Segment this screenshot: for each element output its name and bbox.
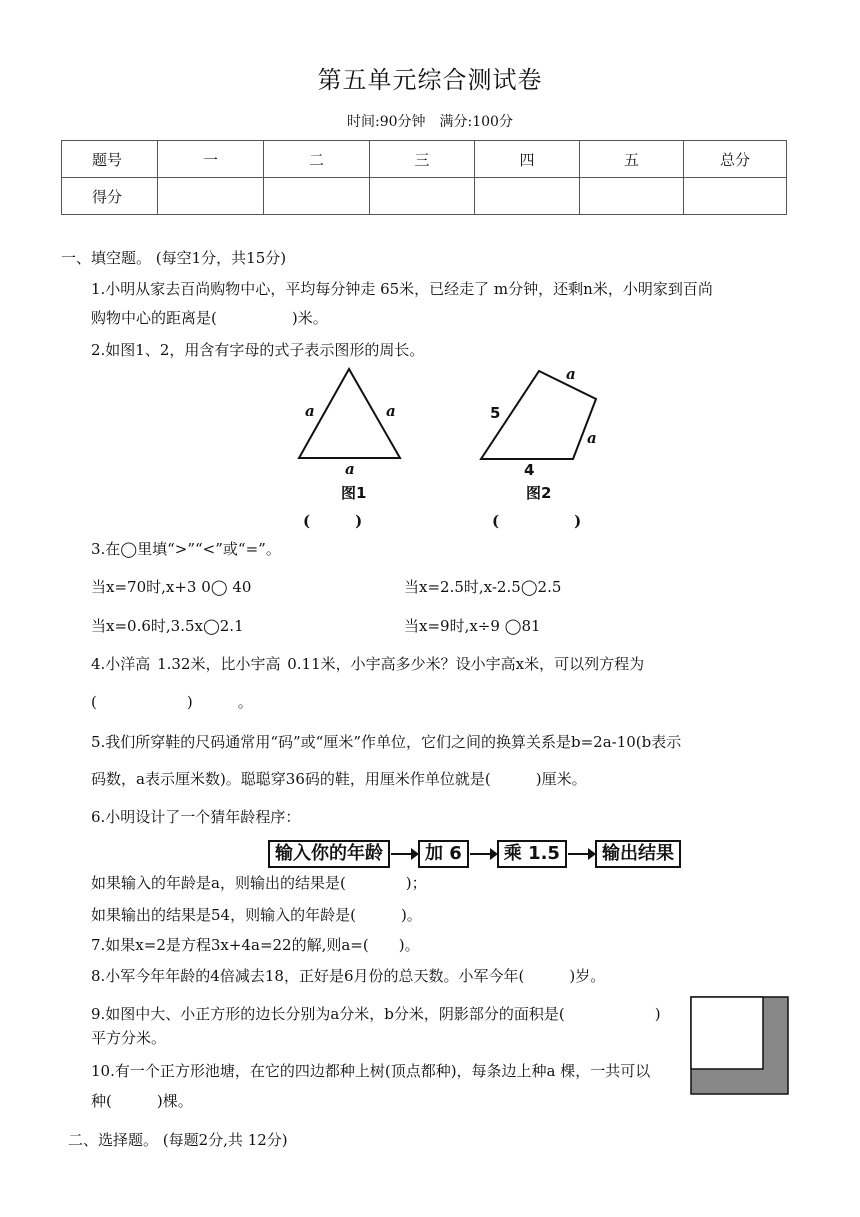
question-text: 5.我们所穿鞋的尺码通常用“码”或“厘米”作单位，它们之间的换算关系是b=2a-10(b表示: [91, 733, 682, 751]
table-header-cell: 三: [370, 141, 475, 178]
question-text: 3.在◯里填“>”“<”或“=”。: [91, 540, 281, 558]
age-program-flowchart: [268, 840, 681, 868]
comparison-item: 当x=70时,x+3 0◯ 40: [91, 578, 252, 596]
page-title: 第五单元综合测试卷: [317, 66, 543, 94]
score-cell[interactable]: [158, 178, 264, 215]
table-row-label: 得分: [62, 178, 158, 215]
question-text: 4.小洋高 1.32米，比小宇高 0.11米，小宇高多少米？设小宇高x米，可以列方程为: [91, 655, 645, 673]
question-text: ( ) 。: [91, 693, 253, 711]
table-header-cell: 五: [580, 141, 684, 178]
side-label: a: [305, 402, 315, 420]
figure-label: 图2: [526, 484, 552, 502]
side-label: a: [587, 429, 597, 447]
question-text: 6.小明设计了一个猜年龄程序：: [91, 808, 301, 826]
question-text: 码数，a表示厘米数)。聪聪穿36码的鞋，用厘米作单位就是( )厘米。: [91, 770, 587, 788]
section-heading: 一、填空题。 (每空1分，共15分): [61, 249, 287, 267]
question-text: 如果输入的年龄是a，则输出的结果是( )；: [91, 874, 427, 892]
side-label: 5: [490, 404, 501, 422]
score-cell[interactable]: [475, 178, 580, 215]
question-text: 10.有一个正方形池塘，在它的四边都种上树(顶点都种)，每条边上种a 棵，一共可以: [91, 1062, 651, 1080]
question-text: 1.小明从家去百尚购物中心，平均每分钟走 65米，已经走了 m分钟，还剩n米，小明家到百尚: [91, 280, 713, 298]
question-text: 种( )棵。: [91, 1092, 193, 1110]
flow-step-add: 加 6: [418, 840, 469, 868]
comparison-item: 当x=2.5时,x-2.5◯2.5: [404, 578, 562, 596]
arrow-right-icon: [470, 853, 496, 855]
question-text: 8.小军今年年龄的4倍减去18，正好是6月份的总天数。小军今年( )岁。: [91, 967, 606, 985]
score-cell[interactable]: [370, 178, 475, 215]
score-table: [61, 140, 787, 215]
side-label: a: [345, 460, 355, 478]
answer-blank[interactable]: ( ): [303, 512, 363, 530]
arrow-right-icon: [568, 853, 594, 855]
flow-step-output: 输出结果: [595, 840, 681, 868]
comparison-item: 当x=9时,x÷9 ◯81: [404, 617, 541, 635]
question-text: 7.如果x=2是方程3x+4a=22的解,则a=( )。: [91, 936, 420, 954]
exam-info: 时间:90分钟 满分:100分: [347, 114, 513, 130]
table-header-cell: 二: [264, 141, 370, 178]
figure-label: 图1: [341, 484, 367, 502]
table-row: [62, 141, 787, 178]
score-cell[interactable]: [264, 178, 370, 215]
question-text: 平方分米。: [91, 1029, 167, 1047]
score-cell[interactable]: [580, 178, 684, 215]
side-label: 4: [524, 461, 535, 479]
question-text: 2.如图1、2，用含有字母的式子表示图形的周长。: [91, 341, 425, 359]
table-header-cell: 四: [475, 141, 580, 178]
section-heading: 二、选择题。 (每题2分,共 12分): [68, 1131, 288, 1149]
side-label: a: [566, 365, 576, 383]
flow-step-input: 输入你的年龄: [268, 840, 390, 868]
answer-blank[interactable]: ( ): [492, 512, 582, 530]
question-text: 如果输出的结果是54，则输入的年龄是( )。: [91, 906, 422, 924]
question-text: 9.如图中大、小正方形的边长分别为a分米，b分米，阴影部分的面积是( ): [91, 1005, 661, 1023]
score-cell[interactable]: [684, 178, 787, 215]
flow-step-multiply: 乘 1.5: [497, 840, 567, 868]
arrow-right-icon: [391, 853, 417, 855]
squares-figure: [690, 996, 790, 1096]
table-header-cell: 总分: [684, 141, 787, 178]
question-text: 购物中心的距离是( )米。: [91, 309, 328, 327]
comparison-item: 当x=0.6时,3.5x◯2.1: [91, 617, 244, 635]
table-header-cell: 一: [158, 141, 264, 178]
table-row: [62, 178, 787, 215]
side-label: a: [386, 402, 396, 420]
table-header-cell: 题号: [62, 141, 158, 178]
